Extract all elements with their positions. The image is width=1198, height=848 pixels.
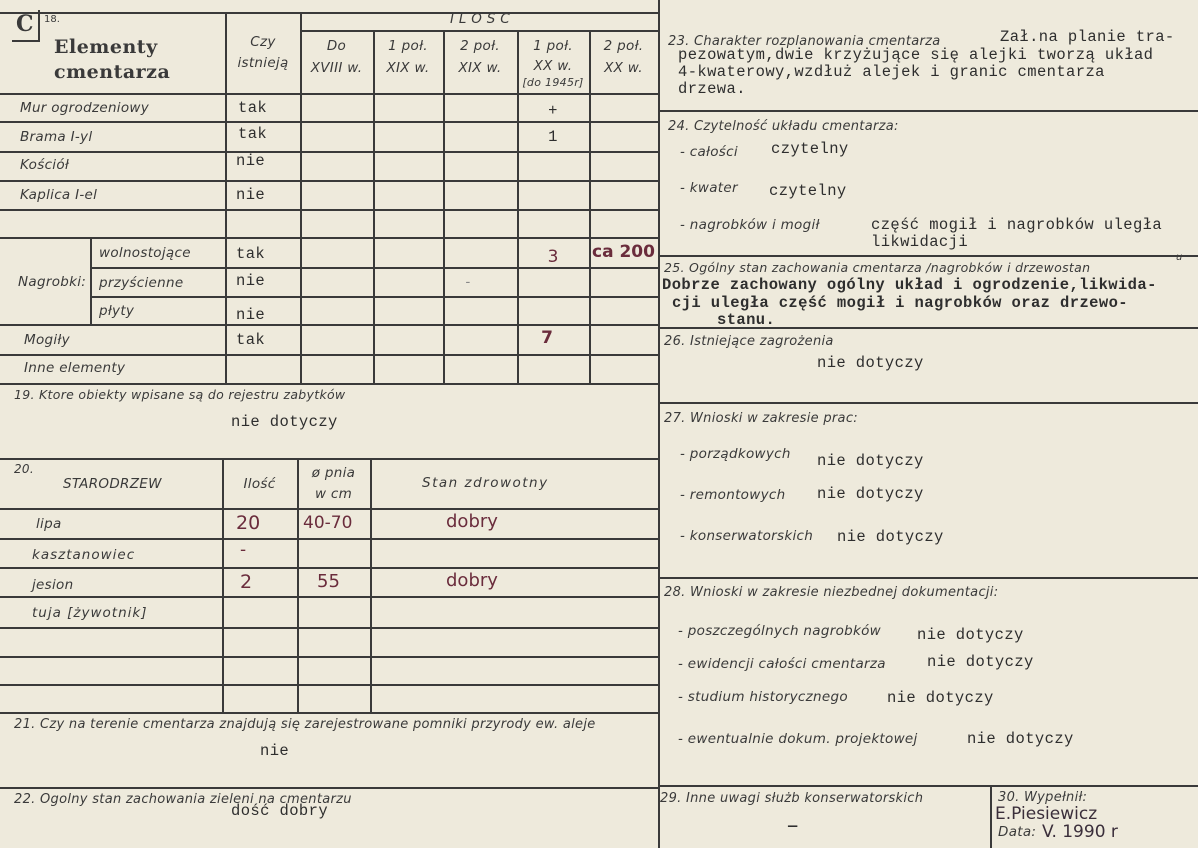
row-exists: tak — [238, 99, 268, 117]
col-header: XIX w. — [458, 60, 502, 76]
section-21-value: nie — [260, 742, 290, 760]
section-22-value: dość dobry — [231, 802, 329, 820]
rule — [0, 209, 660, 211]
section-number-18: 18. — [44, 14, 60, 25]
starodrzew-header: STARODRZEW — [63, 476, 162, 492]
section-29-label: 29. Inne uwagi służb konserwatorskich — [660, 791, 924, 806]
section-28-sub: - ewidencji całości cmentarza — [678, 656, 886, 672]
divider — [658, 0, 660, 848]
tree-name: tuja [żywotnik] — [32, 605, 148, 621]
row-cell-handwritten: ca 200 — [592, 242, 655, 262]
col-header: Do — [326, 38, 347, 54]
tree-diam: 55 — [317, 571, 340, 592]
rule — [660, 402, 1198, 404]
section-24-sub: - kwater — [680, 180, 738, 196]
section-27-sub: - konserwatorskich — [680, 528, 814, 544]
rule — [0, 596, 660, 598]
tree-qty: 2 — [240, 571, 253, 593]
rule — [660, 785, 1198, 787]
section-27-value: nie dotyczy — [837, 528, 944, 546]
row-label: Inne elementy — [24, 360, 126, 376]
section-22-label: 22. Ogolny stan zachowania zieleni na cmentarzu — [14, 792, 352, 807]
col-header: 1 poł. — [388, 38, 428, 54]
section-28-value: nie dotyczy — [967, 730, 1074, 748]
col-exists-l1: Czy — [250, 34, 276, 50]
section-24-value: część mogił i nagrobków uległa — [871, 216, 1163, 234]
tree-diam: 40-70 — [303, 513, 353, 533]
row-exists: nie — [236, 272, 266, 290]
rule — [370, 458, 372, 712]
row-exists: nie — [236, 306, 266, 324]
row-exists: tak — [238, 125, 268, 143]
section-27-value: nie dotyczy — [817, 485, 924, 503]
tree-name: kasztanowiec — [32, 547, 136, 563]
col-header: XIX w. — [386, 60, 430, 76]
section-24-sub: - całości — [680, 144, 738, 160]
rule — [660, 577, 1198, 579]
rule — [300, 30, 660, 32]
section-30-label: 30. Wypełnił: — [998, 790, 1088, 805]
nagrobki-label: Nagrobki: — [18, 274, 87, 290]
rule — [0, 627, 660, 629]
section-28-value: nie dotyczy — [927, 653, 1034, 671]
section-24-label: 24. Czytelność układu cmentarza: — [668, 119, 899, 134]
rule — [0, 151, 660, 153]
section-21-label: 21. Czy na terenie cmentarza znajdują się zarejestrowane pomniki przyrody ew. aleje — [14, 717, 596, 732]
row-exists: tak — [236, 331, 266, 349]
section-27-label: 27. Wnioski w zakresie prac: — [664, 411, 858, 426]
rule — [0, 712, 660, 714]
starodrzew-diam-header: w cm — [314, 486, 353, 502]
rule — [0, 508, 660, 510]
rule — [0, 567, 660, 569]
section-28-value: nie dotyczy — [917, 626, 1024, 644]
section-24-value: czytelny — [771, 140, 849, 158]
tree-qty: - — [240, 540, 247, 560]
section-28-value: nie dotyczy — [887, 689, 994, 707]
tree-state: dobry — [446, 570, 498, 591]
rule — [443, 30, 445, 383]
rule — [0, 383, 660, 385]
section-25-value: cji uległa część mogił i nagrobków oraz drzewo- — [672, 294, 1128, 312]
date-value: V. 1990 r — [1042, 822, 1118, 842]
row-cell-handwritten: 7 — [541, 328, 553, 348]
section-28-sub: - ewentualnie dokum. projektowej — [678, 731, 918, 747]
row-label: płyty — [99, 303, 135, 319]
rule — [0, 656, 660, 658]
section-23-value: drzewa. — [678, 80, 746, 98]
rule — [0, 237, 660, 239]
starodrzew-state-header: Stan zdrowotny — [422, 475, 549, 491]
rule — [90, 267, 660, 269]
section-26-value: nie dotyczy — [817, 354, 924, 372]
rule — [0, 324, 660, 326]
section-23-value: 4-kwaterowy,wzdłuż alejek i granic cmentarza — [678, 63, 1105, 81]
rule — [660, 110, 1198, 112]
row-label: Kaplica I-el — [20, 187, 98, 203]
rule — [589, 30, 591, 383]
rule — [0, 121, 660, 123]
section-27-sub: - porządkowych — [680, 446, 791, 462]
col-header: 2 poł. — [460, 38, 500, 54]
row-label: Kościół — [20, 157, 70, 173]
tree-state: dobry — [446, 511, 498, 532]
row-cell: + — [548, 102, 558, 120]
section-25-value: stanu. — [717, 311, 776, 329]
card-letter: C — [16, 11, 35, 37]
date-label: Data: — [998, 824, 1037, 840]
rule — [0, 180, 660, 182]
section-24-sub: - nagrobków i mogił — [680, 217, 820, 233]
rule — [0, 787, 660, 789]
col-header: XX w. — [604, 60, 643, 76]
col-exists-l2: istnieją — [237, 55, 289, 71]
rule — [660, 255, 1198, 257]
row-cell: - — [465, 274, 471, 290]
section-25-suffix: u — [1176, 252, 1183, 263]
section-24-value: czytelny — [769, 182, 847, 200]
section-29-value: — — [788, 817, 798, 835]
rule — [990, 785, 992, 848]
row-label: przyścienne — [99, 275, 184, 291]
section-27-sub: - remontowych — [680, 487, 786, 503]
row-label: wolnostojące — [99, 245, 191, 261]
section-27-value: nie dotyczy — [817, 452, 924, 470]
section-19-value: nie dotyczy — [231, 413, 338, 431]
row-label: Brama I-yl — [20, 129, 93, 145]
rule — [0, 684, 660, 686]
col-header: 2 poł. — [603, 38, 644, 54]
section-20-number: 20. — [14, 462, 34, 476]
col-header: XVIII w. — [310, 60, 363, 76]
elements-title-l1: Elementy — [54, 36, 158, 58]
row-label: Mogiły — [24, 332, 70, 348]
rule — [0, 538, 660, 540]
starodrzew-diam-header: ø pnia — [311, 465, 356, 481]
tree-name: lipa — [36, 516, 62, 532]
row-exists: nie — [236, 186, 266, 204]
rule — [0, 93, 660, 95]
row-cell: 1 — [548, 128, 558, 146]
section-23-value: Zał.na planie tra- — [1000, 28, 1175, 46]
col-header: XX w. — [533, 58, 573, 74]
row-exists: tak — [236, 245, 266, 263]
section-25-label: 25. Ogólny stan zachowania cmentarza /nagrobków i drzewostan — [664, 260, 1091, 275]
section-25-value: Dobrze zachowany ogólny układ i ogrodzenie,likwida- — [662, 276, 1157, 294]
section-26-label: 26. Istniejące zagrożenia — [664, 334, 834, 349]
row-label: Mur ogrodzeniowy — [20, 100, 150, 116]
filled-by-name: E.Piesiewicz — [995, 804, 1098, 824]
tree-name: jesion — [32, 577, 74, 593]
quantity-group-header: I L O S C — [450, 11, 510, 27]
row-exists: nie — [236, 152, 266, 170]
section-24-value: likwidacji — [871, 233, 969, 251]
col-header: [do 1945r] — [522, 76, 584, 89]
section-28-sub: - poszczególnych nagrobków — [678, 623, 882, 639]
rule — [90, 237, 92, 324]
rule — [373, 30, 375, 383]
rule — [222, 458, 224, 712]
section-19-label: 19. Ktore obiekty wpisane są do rejestru zabytków — [14, 387, 346, 402]
section-28-sub: - studium historycznego — [678, 689, 848, 705]
section-23-label: 23. Charakter rozplanowania cmentarza — [668, 34, 941, 49]
col-header: 1 poł. — [533, 38, 573, 54]
row-cell-handwritten: 3 — [547, 247, 559, 267]
rule — [0, 458, 660, 460]
elements-title-l2: cmentarza — [54, 61, 171, 83]
section-28-label: 28. Wnioski w zakresie niezbednej dokumentacji: — [664, 585, 999, 600]
tree-qty: 20 — [236, 512, 261, 534]
section-23-value: pezowatym,dwie krzyżujące się alejki tworzą układ — [678, 46, 1154, 64]
rule — [90, 296, 660, 298]
rule — [0, 354, 660, 356]
starodrzew-qty-header: Ilość — [243, 476, 276, 492]
